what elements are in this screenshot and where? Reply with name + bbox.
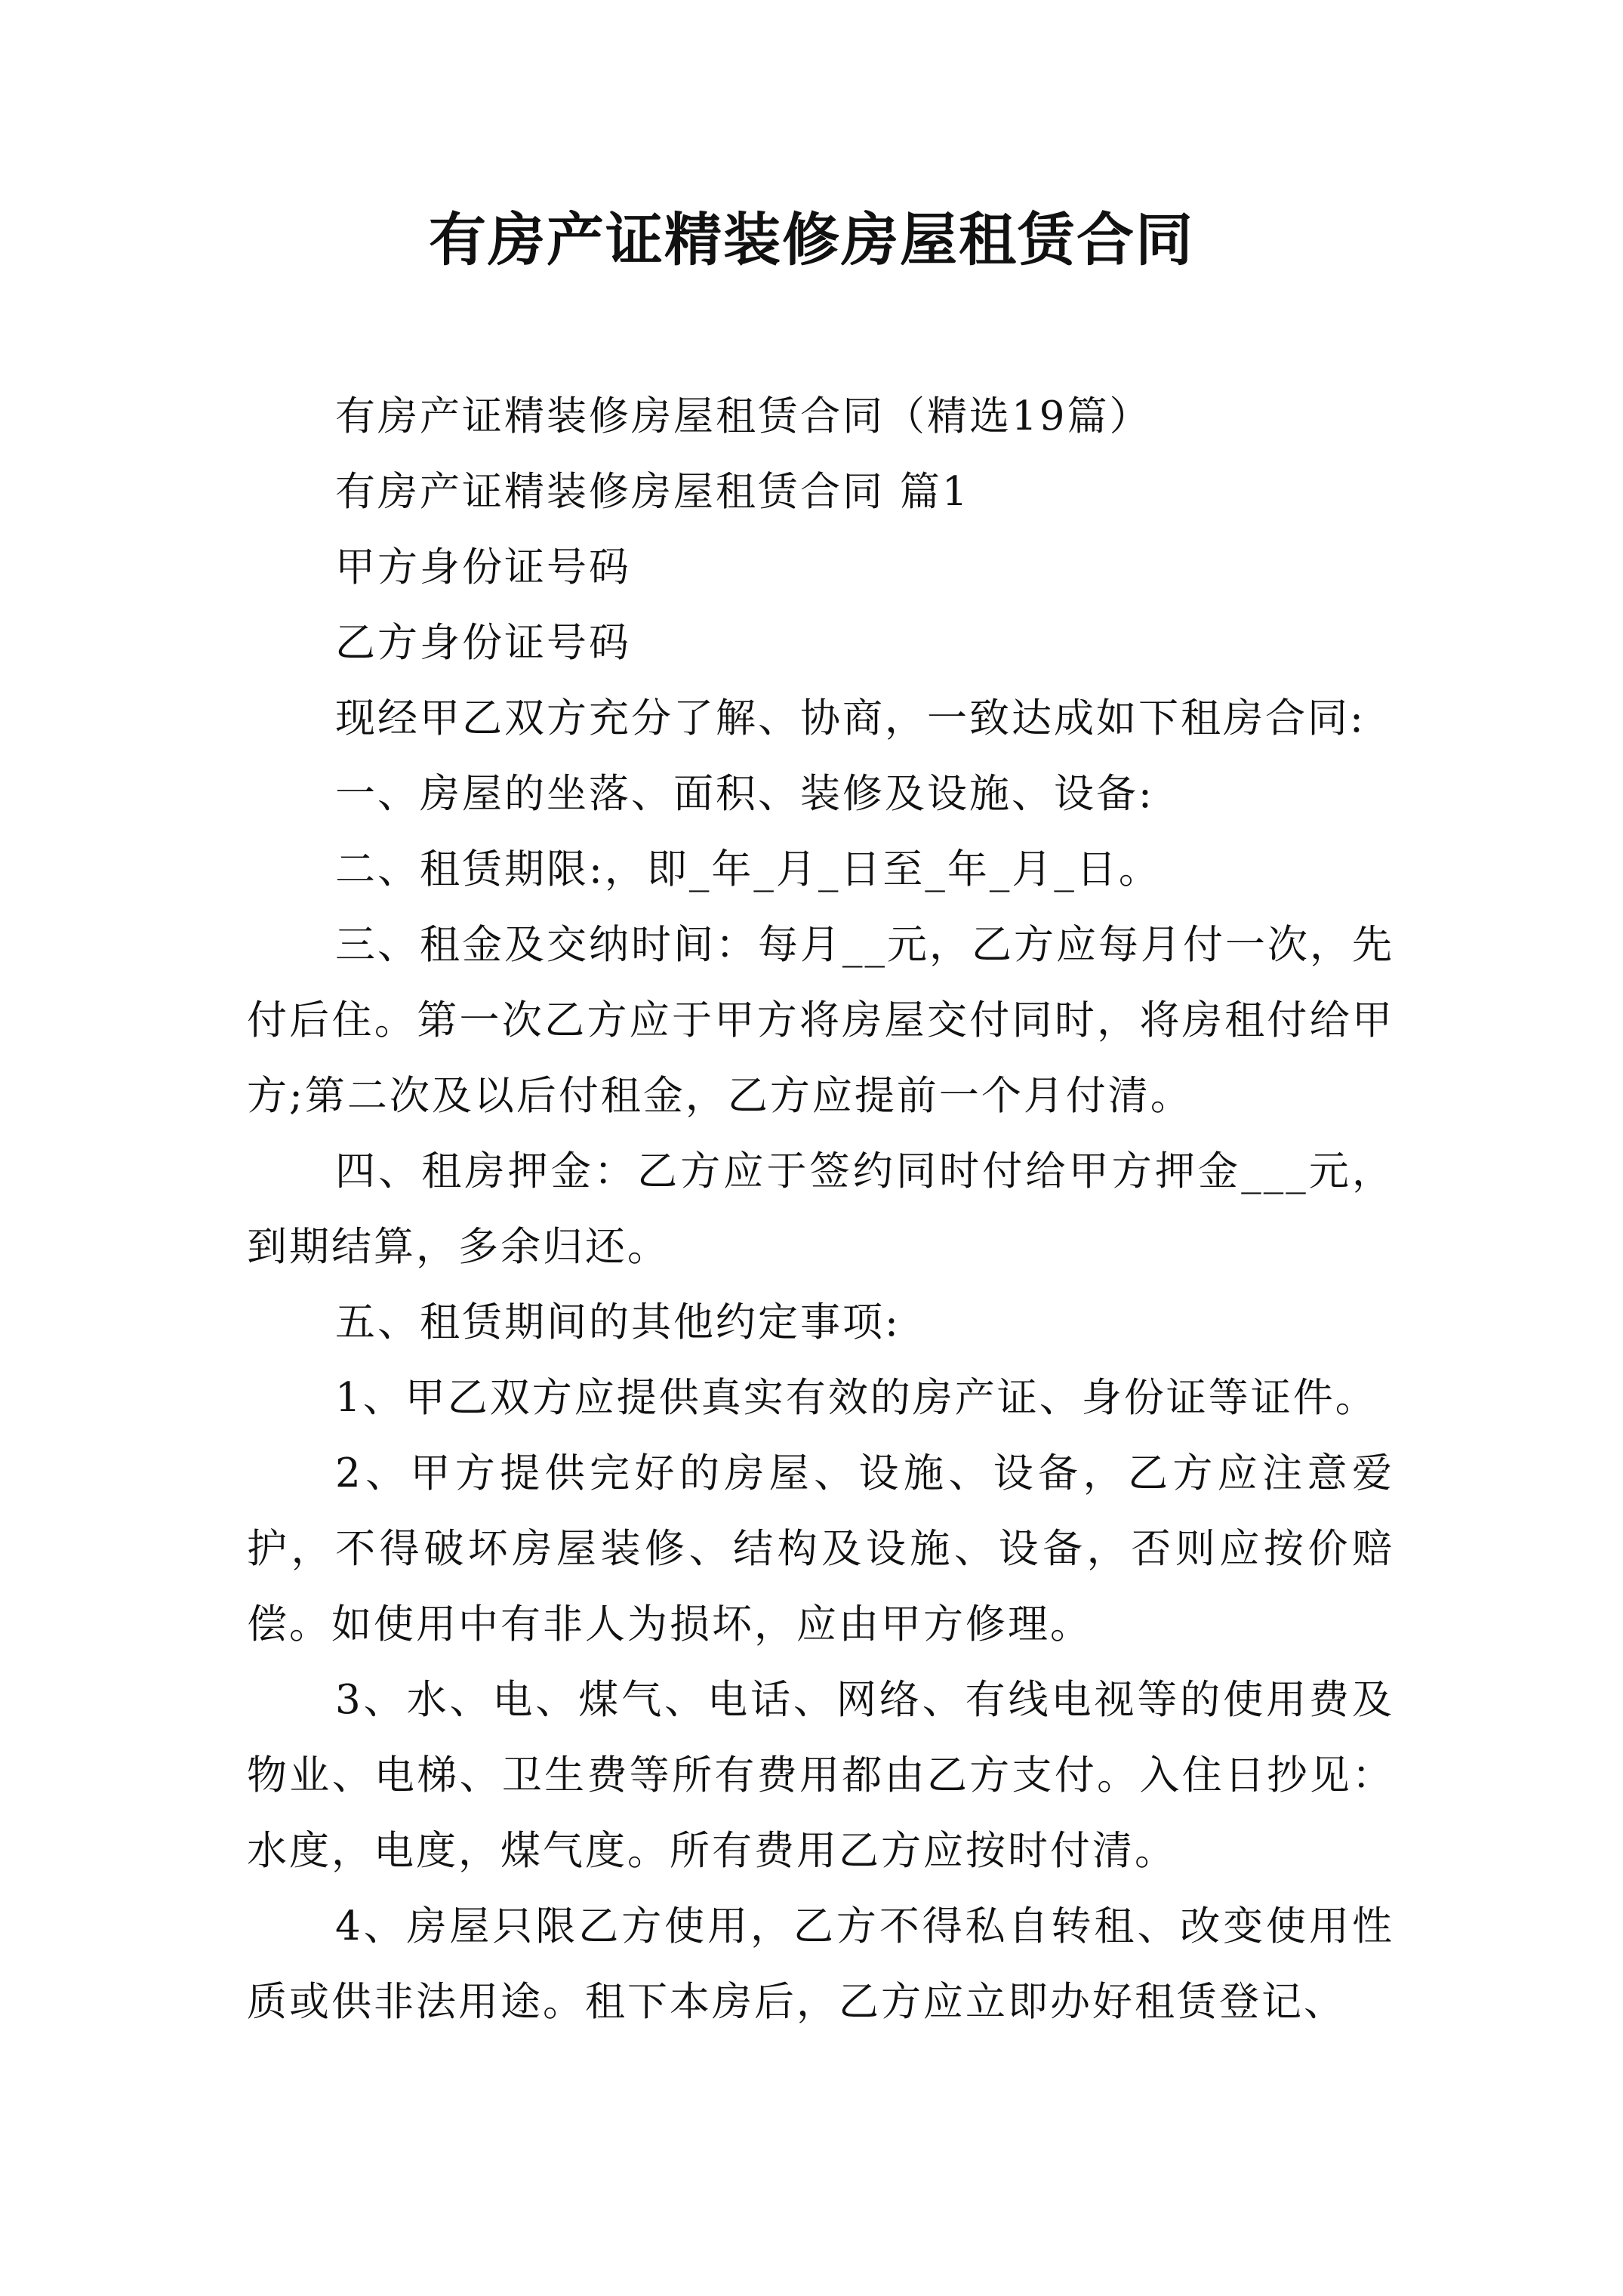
paragraph-item-2: 2、甲方提供完好的房屋、设施、设备，乙方应注意爱护，不得破坏房屋装修、结构及设施、设备，否则应按价赔偿。如使用中有非人为损坏，应由甲方修理。 [247,1450,1394,1647]
paragraph-item-4: 4、房屋只限乙方使用，乙方不得私自转租、改变使用性质或供非法用途。租下本房后，乙方应立即办好租赁登记、 [247,1903,1394,2025]
paragraph-subtitle: 有房产证精装修房屋租赁合同（精选19篇） [335,393,1152,439]
paragraph-agreement-intro: 现经甲乙双方充分了解、协商，一致达成如下租房合同: [335,695,1366,741]
paragraph-party-a-id: 甲方身份证号码 [335,544,631,590]
paragraph-section-heading: 有房产证精装修房屋租赁合同 篇1 [335,469,970,515]
paragraph-clause-3: 三、租金及交纳时间：每月__元，乙方应每月付一次，先付后住。第一次乙方应于甲方将房屋交付同时，将房租付给甲方;第二次及以后付租金，乙方应提前一个月付清。 [247,922,1394,1119]
paragraph-party-b-id: 乙方身份证号码 [335,620,631,666]
paragraph-item-1: 1、甲乙双方应提供真实有效的房产证、身份证等证件。 [335,1375,1378,1421]
paragraph-clause-5: 五、租赁期间的其他约定事项: [335,1299,901,1345]
document-title: 有房产证精装修房屋租赁合同 [429,206,1194,273]
paragraph-clause-1: 一、房屋的坐落、面积、装修及设施、设备: [335,771,1154,817]
paragraph-clause-2: 二、租赁期限:，即_年_月_日至_年_月_日。 [335,846,1161,892]
document-body [247,379,1394,2040]
paragraph-item-3: 3、水、电、煤气、电话、网络、有线电视等的使用费及物业、电梯、卫生费等所有费用都由乙方支付。入住日抄见：水度，电度，煤气度。所有费用乙方应按时付清。 [247,1677,1394,1874]
paragraph-clause-4: 四、租房押金：乙方应于签约同时付给甲方押金___元，到期结算，多余归还。 [247,1148,1394,1270]
